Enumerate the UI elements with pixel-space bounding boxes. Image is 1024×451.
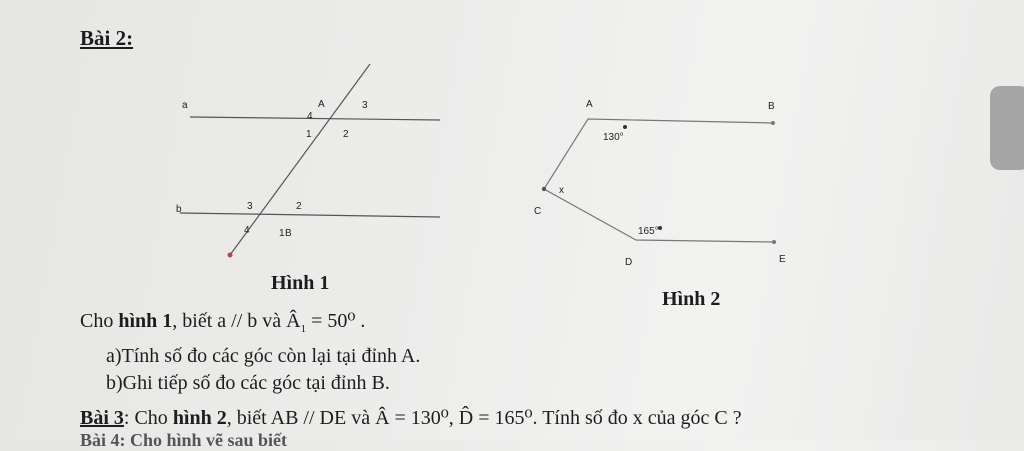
transversal <box>230 64 370 255</box>
label-B-angle-2: 2 <box>296 201 302 212</box>
side-scroll-tab[interactable] <box>990 86 1024 170</box>
point-B <box>771 121 775 125</box>
line-a <box>190 117 440 120</box>
angle-A-marker <box>623 125 627 129</box>
exercise-3-intro: : Cho <box>123 407 173 429</box>
label-A-angle-4: 4 <box>307 111 313 122</box>
figure-1-caption: Hình 1 <box>271 272 330 294</box>
question-b: b)Ghi tiếp số đo các góc tại đỉnh B. <box>106 372 390 394</box>
label-E: E <box>779 254 786 265</box>
transversal-end-point <box>228 253 233 258</box>
label-B: B <box>285 228 292 239</box>
label-angle-A: 130° <box>603 132 624 143</box>
intro-figure-ref: hình 1 <box>118 310 173 332</box>
exercise-3-text: , biết AB // DE và Â = 130⁰, D̂ = 165⁰. Tính số đo x của góc C ? <box>226 407 742 429</box>
label-angle-D: 165° <box>638 226 659 237</box>
label-A-angle-2: 2 <box>343 129 349 140</box>
label-A-angle-3: 3 <box>362 100 368 111</box>
figure-2-caption: Hình 2 <box>662 288 721 310</box>
exercise-4-partial: Bài 4: Cho hình vẽ sau biết <box>80 430 288 450</box>
label-a: a <box>182 100 188 111</box>
exercise-3-figure-ref: hình 2 <box>172 407 227 429</box>
label-b: b <box>176 204 182 215</box>
label-B: B <box>768 101 775 112</box>
figure-2 <box>534 99 786 268</box>
intro-angle-value: = 50⁰ . <box>306 310 366 332</box>
intro-subscript: 1 <box>300 323 307 335</box>
label-B-angle-4: 4 <box>244 225 250 236</box>
point-E <box>772 240 776 244</box>
label-A: A <box>586 99 593 110</box>
intro-condition: , biết a // b và Â <box>172 310 301 332</box>
label-A: A <box>318 99 325 110</box>
label-D: D <box>625 257 633 268</box>
problem-intro <box>80 308 365 335</box>
path-B-A-C-D-E <box>544 119 774 242</box>
exercise-title: Bài 2: <box>80 26 134 50</box>
label-A-angle-1: 1 <box>306 129 312 140</box>
line-b <box>180 213 440 217</box>
figure-1 <box>176 64 440 258</box>
question-a: a)Tính số đo các góc còn lại tại đỉnh A. <box>106 345 421 367</box>
exercise-3 <box>80 405 742 430</box>
exercise-3-label: Bài 3 <box>80 407 124 429</box>
intro-prefix: Cho <box>80 310 119 332</box>
point-C <box>542 187 546 191</box>
label-x: x <box>559 185 564 196</box>
label-B-angle-1: 1 <box>279 228 285 239</box>
label-B-angle-3: 3 <box>247 201 253 212</box>
label-C: C <box>534 206 542 217</box>
